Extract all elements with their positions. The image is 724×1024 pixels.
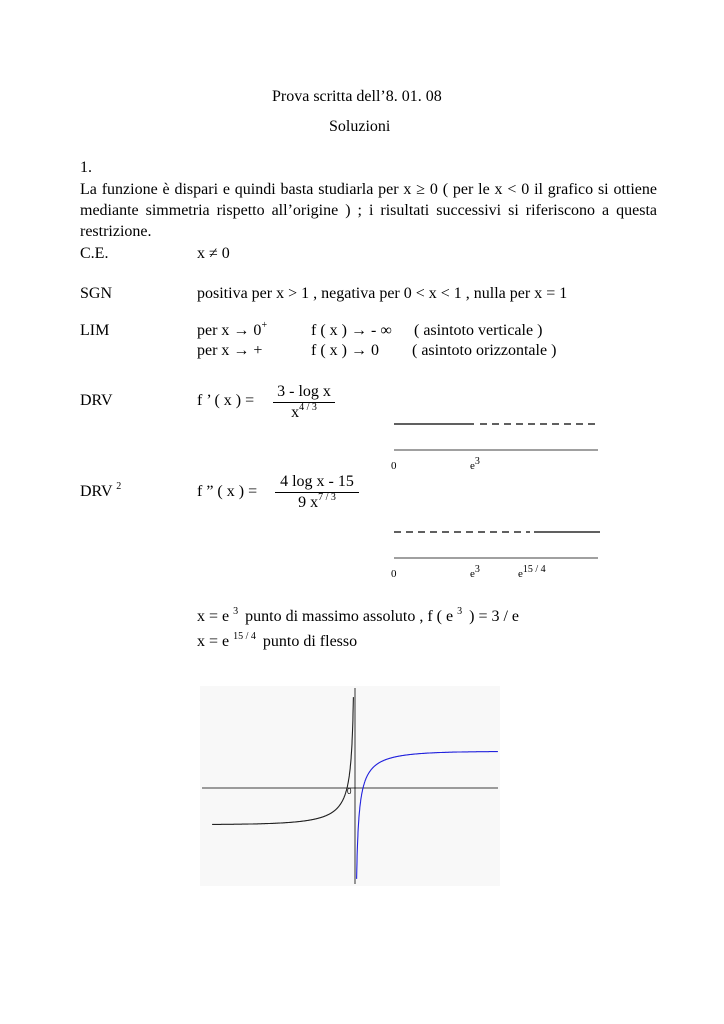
drv-sign-diagram <box>392 416 622 456</box>
conclusion-max-post: ) = 3 / e <box>469 608 520 625</box>
lim-row2-condition: per x → + <box>197 342 263 359</box>
drv-line-point-exp: 3 <box>474 456 480 467</box>
lim-label: LIM <box>80 322 110 339</box>
conclusion-max-mid: punto di massimo assoluto , f ( e <box>245 608 454 625</box>
sgn-label: SGN <box>80 285 113 302</box>
intro-paragraph: La funzione è dispari e quindi basta studiarla per x ≥ 0 ( per le x < 0 il grafico si ottiene mediante simmetria rispetto all’origine ) ; i risultati successivi si riferiscono a questa restrizione. <box>80 181 657 240</box>
drv2-numerator: 4 log x - 15 <box>280 473 354 490</box>
drv-numerator: 3 - log x <box>277 383 331 400</box>
drv2-label-text: DRV <box>80 483 113 500</box>
drv2-denominator-exp: 7 / 3 <box>318 492 336 503</box>
drv-denominator-exp: 4 / 3 <box>299 402 317 413</box>
drv2-line-point1-base: e <box>470 568 475 580</box>
lim-row1-note: ( asintoto verticale ) <box>414 322 543 339</box>
drv2-line-point2-exp: 15 / 4 <box>522 564 546 575</box>
drv-line-point-base: e <box>470 460 475 472</box>
drv2-sign-diagram <box>392 524 622 564</box>
ce-label: C.E. <box>80 245 109 262</box>
drv2-line-point1-exp: 3 <box>474 564 480 575</box>
drv2-denominator <box>275 493 359 515</box>
drv-lhs: f ’ ( x ) = <box>197 392 255 409</box>
drv2-line-point2-base: e <box>518 568 523 580</box>
drv-denominator-base: x <box>291 404 300 421</box>
sgn-value: positiva per x > 1 , negativa per 0 < x < 1 , nulla per x = 1 <box>197 285 568 302</box>
drv2-fraction <box>275 472 359 515</box>
drv2-label <box>80 481 122 500</box>
drv2-line-point1 <box>470 564 480 580</box>
lim-row1-result: f ( x ) → - ∞ <box>311 322 392 339</box>
drv-label: DRV <box>80 392 113 409</box>
drv2-denominator-base: 9 x <box>298 494 319 511</box>
page-subtitle: Soluzioni <box>329 118 391 135</box>
lim-row2-note: ( asintoto orizzontale ) <box>412 342 557 359</box>
conclusion-max-exp: 3 <box>233 606 239 617</box>
graph-origin-label: 0 <box>347 787 352 796</box>
drv2-lhs: f ” ( x ) = <box>197 483 258 500</box>
lim-row1-condition <box>197 320 268 339</box>
lim-row2-result: f ( x ) → 0 <box>311 342 379 359</box>
page-title: Prova scritta dell’8. 01. 08 <box>272 88 442 105</box>
conclusion-infl-pre: x = e <box>197 633 230 650</box>
drv2-line-point2 <box>518 564 546 580</box>
exercise-number: 1. <box>80 159 92 176</box>
conclusion-inflection <box>197 631 358 650</box>
conclusion-max-exp2: 3 <box>457 606 463 617</box>
conclusion-maximum <box>197 606 520 625</box>
drv-fraction <box>273 382 335 425</box>
drv2-label-sup: 2 <box>116 481 122 492</box>
function-graph <box>200 686 500 886</box>
lim-row1-cond-text: per x → 0 <box>197 322 262 339</box>
conclusion-infl-post: punto di flesso <box>262 633 358 650</box>
drv-denominator <box>273 403 335 425</box>
drv2-line-origin: 0 <box>391 568 397 580</box>
conclusion-infl-exp: 15 / 4 <box>233 631 256 642</box>
conclusion-max-pre: x = e <box>197 608 230 625</box>
drv-line-point <box>470 456 480 472</box>
graph-background <box>200 686 500 886</box>
ce-value: x ≠ 0 <box>197 245 230 262</box>
lim-row1-cond-sup: + <box>261 320 268 331</box>
drv-line-origin: 0 <box>391 460 397 472</box>
